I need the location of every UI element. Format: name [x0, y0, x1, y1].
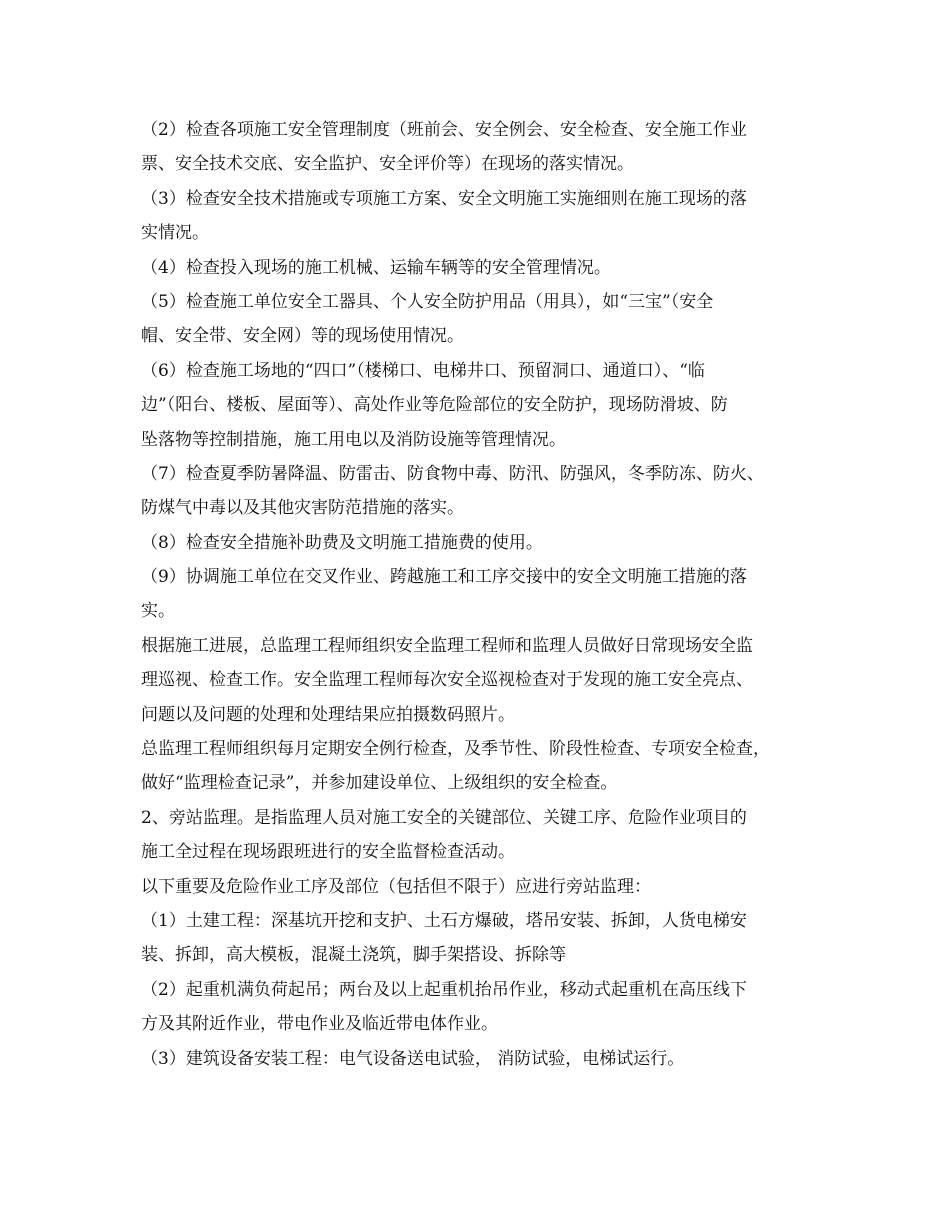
text-line: （5）检查施工单位安全工器具、个人安全防护用品（用具），如“三宝”（安全 [141, 291, 714, 312]
text-line: 问题以及问题的处理和处理结果应拍摄数码照片。 [141, 704, 515, 725]
text-line: 以下重要及危险作业工序及部位（包括但不限于）应进行旁站监理： [141, 876, 651, 897]
text-line: （8）检查安全措施补助费及文明施工措施费的使用。 [141, 532, 543, 553]
text-line: （1）土建工程：深基坑开挖和支护、土石方爆破，塔吊安装、拆卸，人货电梯安 [141, 910, 747, 931]
text-line: （7）检查夏季防暑降温、防雷击、防食物中毒、防汛、防强风，冬季防冻、防火、 [141, 463, 764, 484]
text-line: 票、安全技术交底、安全监护、安全评价等）在现场的落实情况。 [141, 154, 634, 175]
text-line: 实情况。 [141, 223, 209, 244]
text-line: 帽、安全带、安全网）等的现场使用情况。 [141, 326, 464, 347]
text-line: （3）检查安全技术措施或专项施工方案、安全文明施工实施细则在施工现场的落 [141, 188, 747, 209]
text-line: 总监理工程师组织每月定期安全例行检查，及季节性、阶段性检查、专项安全检查， [141, 739, 770, 760]
text-line: （9）协调施工单位在交叉作业、跨越施工和工序交接中的安全文明施工措施的落 [141, 567, 747, 588]
text-line: 实。 [141, 601, 175, 622]
text-line: （4）检查投入现场的施工机械、运输车辆等的安全管理情况。 [141, 257, 611, 278]
text-line: 坠落物等控制措施，施工用电以及消防设施等管理情况。 [141, 429, 566, 450]
text-line: 方及其附近作业，带电作业及临近带电体作业。 [141, 1014, 498, 1035]
text-line: 防煤气中毒以及其他灾害防范措施的落实。 [141, 498, 464, 519]
text-line: （2）检查各项施工安全管理制度（班前会、安全例会、安全检查、安全施工作业 [141, 120, 747, 140]
text-line: 根据施工进展，总监理工程师组织安全监理工程师和监理人员做好日常现场安全监 [141, 635, 753, 656]
text-line: 施工全过程在现场跟班进行的安全监督检查活动。 [141, 842, 515, 863]
text-line: 边”（阳台、楼板、屋面等）、高处作业等危险部位的安全防护，现场防滑坡、防 [141, 395, 728, 416]
document-body [141, 113, 826, 1076]
text-line: （2）起重机满负荷起吊；两台及以上起重机抬吊作业，移动式起重机在高压线下 [141, 979, 747, 1000]
text-line: （6）检查施工场地的“四口”（楼梯口、电梯井口、预留洞口、通道口）、“临 [141, 360, 705, 381]
text-line: 装、拆卸，高大模板，混凝土浇筑，脚手架搭设、拆除等 [141, 945, 566, 966]
text-line: （3）建筑设备安装工程：电气设备送电试验， 消防试验，电梯试运行。 [141, 1048, 685, 1069]
text-line: 2、旁站监理。是指监理人员对施工安全的关键部位、关键工序、危险作业项目的 [141, 807, 747, 828]
text-line: 理巡视、检查工作。安全监理工程师每次安全巡视检查对于发现的施工安全亮点、 [141, 670, 753, 691]
text-line: 做好“监理检查记录”，并参加建设单位、上级组织的安全检查。 [141, 773, 618, 794]
